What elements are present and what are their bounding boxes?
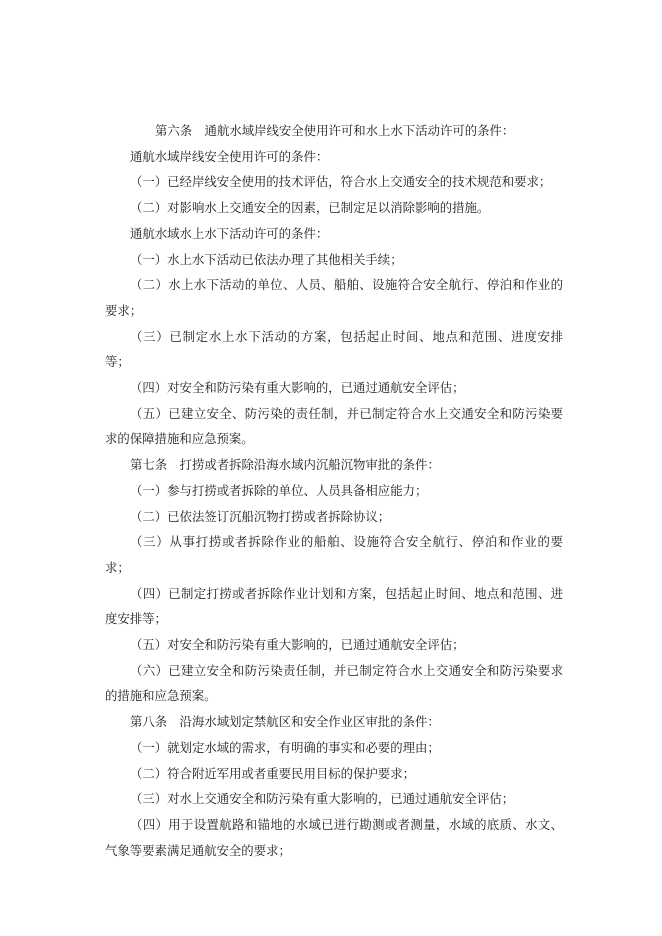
paragraph: （六）已建立安全和防污染责任制，并已制定符合水上交通安全和防污染要求的措施和应急预案。 [105,662,563,704]
paragraph: （四）用于设置航路和锚地的水域已进行勘测或者测量，水域的底质、水文、气象等要素满足通航安全的要求； [105,816,563,858]
paragraph: （一）就划定水域的需求，有明确的事实和必要的理由； [130,739,440,755]
paragraph: （二）已依法签订沉船沉物打捞或者拆除协议； [130,508,391,524]
paragraph: （二）符合附近军用或者重要民用目标的保护要求； [130,765,415,781]
article-6-heading: 第六条 通航水域岸线安全使用许可和水上水下活动许可的条件： [155,123,515,138]
document-body [105,118,563,863]
paragraph: （三）从事打捞或者拆除作业的船舶、设施符合安全航行、停泊和作业的要求； [105,534,563,575]
paragraph: （四）已制定打捞或者拆除作业计划和方案，包括起止时间、地点和范围、进度安排等； [105,585,563,627]
paragraph: （四）对安全和防污染有重大影响的，已通过通航安全评估； [130,380,465,396]
paragraph: （三）对水上交通安全和防污染有重大影响的，已通过通航安全评估； [130,791,515,807]
paragraph: （三）已制定水上水下活动的方案，包括起止时间、地点和范围、进度安排等； [105,328,563,370]
article-8-heading: 第八条 沿海水域划定禁航区和安全作业区审批的条件： [130,714,440,730]
paragraph: （二）对影响水上交通安全的因素，已制定足以消除影响的措施。 [130,200,490,216]
paragraph: 通航水域水上水下活动许可的条件： [130,225,329,241]
paragraph: （一）水上水下活动已依法办理了其他相关手续； [130,251,403,267]
paragraph: （二）水上水下活动的单位、人员、船舶、设施符合安全航行、停泊和作业的要求； [105,277,563,318]
paragraph: 通航水域岸线安全使用许可的条件： [130,148,329,164]
paragraph: （五）已建立安全、防污染的责任制，并已制定符合水上交通安全和防污染要求的保障措施和应急预案。 [105,405,563,447]
paragraph: （一）参与打捞或者拆除的单位、人员具备相应能力； [130,482,428,498]
paragraph: （五）对安全和防污染有重大影响的，已通过通航安全评估； [130,637,465,653]
article-7-heading: 第七条 打捞或者拆除沿海水域内沉船沉物审批的条件： [130,457,440,473]
paragraph: （一）已经岸线安全使用的技术评估，符合水上交通安全的技术规范和要求； [130,174,552,190]
